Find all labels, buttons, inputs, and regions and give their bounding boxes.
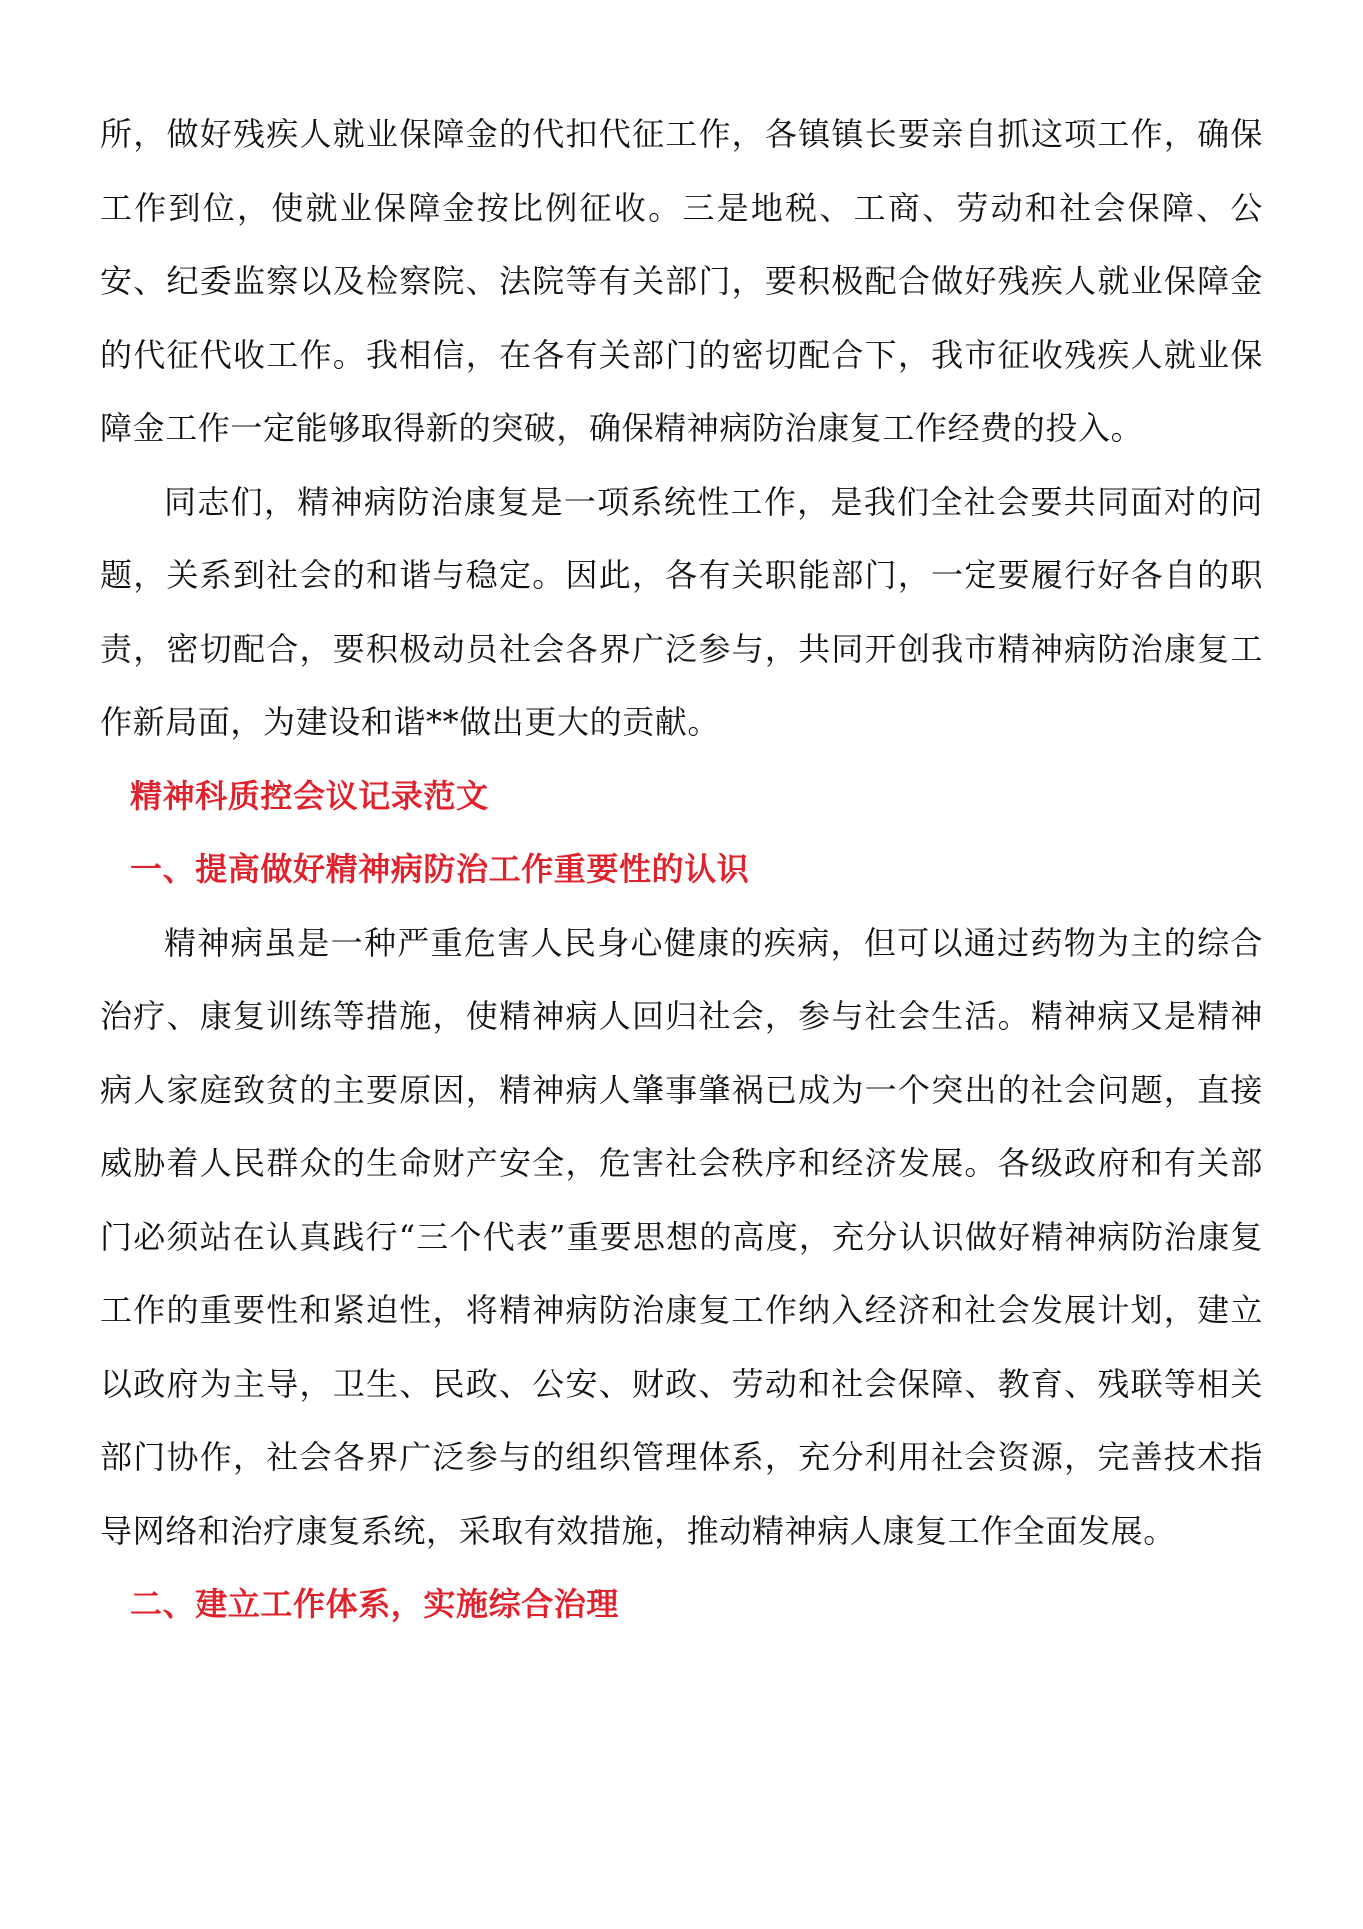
section-1-body: 精神病虽是一种严重危害人民身心健康的疾病，但可以通过药物为主的综合治疗、康复训练等措施，使精神病人回归社会，参与社会生活。精神病又是精神病人家庭致贫的主要原因，精神病人肇事肇祸已成为一个突出的社会问题，直接威胁着人民群众的生命财产安全，危害社会秩序和经济发展。各级政府和有关部门必须站在认真践行“三个代表”重要思想的高度，充分认识做好精神病防治康复工作的重要性和紧迫性，将精神病防治康复工作纳入经济和社会发展计划，建立以政府为主导，卫生、民政、公安、财政、劳动和社会保障、教育、残联等相关部门协作，社会各界广泛参与的组织管理体系，充分利用社会资源，完善技术指导网络和治疗康复系统，采取有效措施，推动精神病人康复工作全面发展。 [100, 923, 1263, 1550]
document-title: 精神科质控会议记录范文 [130, 776, 489, 815]
section-2-heading: 二、建立工作体系，实施综合治理 [130, 1585, 620, 1623]
section-1-heading: 一、提高做好精神病防治工作重要性的认识 [130, 850, 750, 888]
continued-paragraph: 所，做好残疾人就业保障金的代扣代征工作，各镇镇长要亲自抓这项工作，确保工作到位，使就业保障金按比例征收。三是地税、工商、劳动和社会保障、公安、纪委监察以及检察院、法院等有关部门，要积极配合做好残疾人就业保障金的代征代收工作。我相信，在各有关部门的密切配合下，我市征收残疾人就业保障金工作一定能够取得新的突破，确保精神病防治康复工作经费的投入。 [100, 115, 1263, 447]
closing-paragraph: 同志们，精神病防治康复是一项系统性工作，是我们全社会要共同面对的问题，关系到社会的和谐与稳定。因此，各有关职能部门，一定要履行好各自的职责，密切配合，要积极动员社会各界广泛参与，共同开创我市精神病防治康复工作新局面，为建设和谐**做出更大的贡献。 [100, 482, 1263, 741]
